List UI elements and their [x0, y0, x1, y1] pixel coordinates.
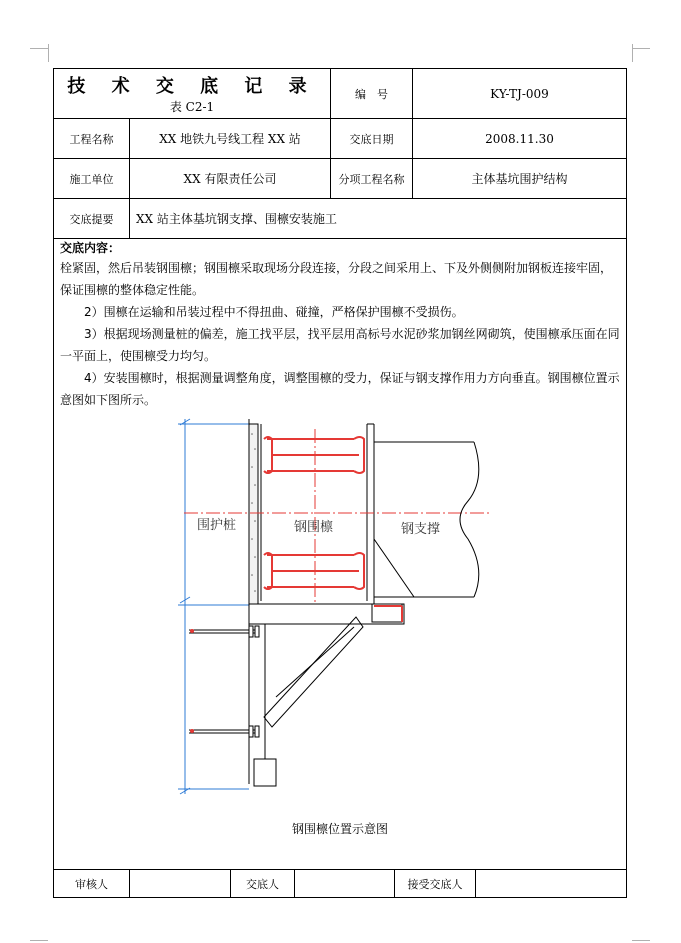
form-title: 技 术 交 底 记 录 [67, 76, 317, 97]
unit-value: XX 有限责任公司 [130, 159, 331, 198]
content-paragraph: 3）根据现场测量桩的偏差，施工找平层，找平层用高标号水泥砂浆加钢丝网砌筑，使围檩承压面在同一平面上，使围檩受力均匀。 [60, 327, 620, 363]
receiver-label: 接受交底人 [395, 870, 476, 897]
summary-label: 交底提要 [54, 199, 130, 238]
corner-mark [632, 940, 650, 941]
reviewer-label: 审核人 [54, 870, 130, 897]
label-waler: 钢围檩 [294, 520, 334, 535]
waler-beam-top [264, 437, 364, 473]
discloser-signature-field[interactable] [295, 870, 395, 897]
signature-row [54, 870, 626, 897]
project-row [54, 119, 626, 159]
reviewer-signature-field[interactable] [130, 870, 231, 897]
content-paragraph: 2）围檩在运输和吊装过程中不得扭曲、碰撞，严格保护围檩不受损伤。 [60, 305, 464, 319]
corner-mark [632, 48, 650, 49]
project-value: XX 地铁九号线工程 XX 站 [130, 119, 331, 158]
diagram-caption: 钢围檩位置示意图 [291, 822, 388, 836]
summary-row [54, 199, 626, 239]
form-number: 表 C2-1 [169, 100, 215, 114]
record-form [53, 68, 627, 898]
corner-mark [30, 48, 48, 49]
corner-mark [30, 940, 48, 941]
label-pile: 围护桩 [197, 518, 237, 533]
unit-label: 施工单位 [54, 159, 130, 198]
summary-value: XX 站主体基坑钢支撑、围檩安装施工 [136, 212, 337, 226]
bracket-plate [374, 606, 402, 622]
project-label: 工程名称 [54, 119, 130, 158]
waler-diagram [54, 239, 626, 819]
steel-strut [374, 442, 479, 597]
date-label: 交底日期 [331, 119, 413, 158]
corner-mark [48, 44, 49, 62]
content-heading: 交底内容： [60, 241, 121, 255]
label-strut: 钢支撑 [401, 522, 441, 537]
form-header-row [54, 69, 626, 119]
waler-outline [261, 424, 374, 604]
form-title-cell [54, 69, 331, 118]
waler-beam-bottom [264, 553, 364, 589]
dimension-line [178, 419, 249, 794]
date-value: 2008.11.30 [485, 131, 554, 146]
content-paragraph: 4）安装围檩时，根据测量调整角度，调整围檩的受力，保证与钢支撑作用力方向垂直。钢围檩位置示意图如下图所示。 [60, 371, 620, 407]
content-paragraph: 栓紧固，然后吊装钢围檩；钢围檩采取现场分段连接，分段之间采用上、下及外侧侧附加钢板连接牢固，保证围檩的整体稳定性能。 [60, 261, 613, 297]
code-label: 编 号 [331, 69, 413, 118]
unit-row [54, 159, 626, 199]
corner-mark [632, 44, 633, 62]
subproject-value: 主体基坑围护结构 [471, 172, 568, 186]
code-value: KY-TJ-009 [490, 86, 549, 101]
content-area [54, 239, 626, 870]
subproject-label: 分项工程名称 [331, 159, 413, 198]
bracket-assembly [249, 604, 404, 786]
discloser-label: 交底人 [231, 870, 295, 897]
receiver-signature-field[interactable] [476, 870, 626, 897]
bolt-tip [190, 629, 194, 733]
